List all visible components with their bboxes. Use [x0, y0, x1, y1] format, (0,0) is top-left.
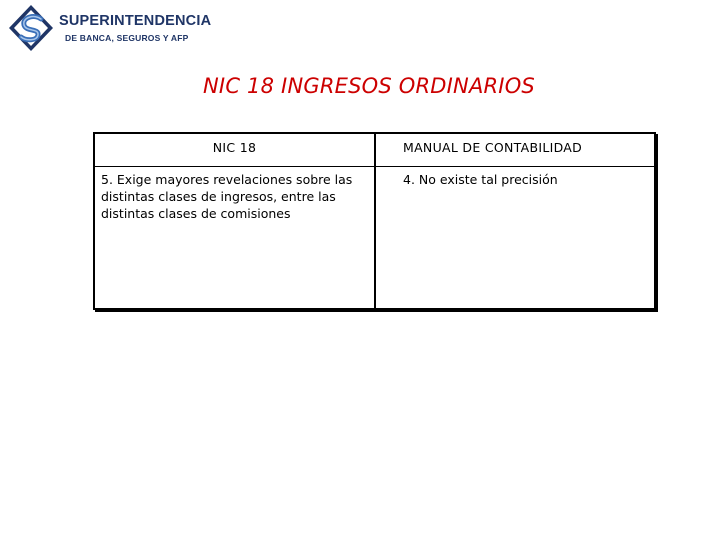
table-cell-nic18: 5. Exige mayores revelaciones sobre las distintas clases de ingresos, entre las distintas clases de comisiones	[101, 172, 353, 221]
logo	[8, 4, 212, 54]
comparison-table	[93, 132, 656, 310]
column-divider	[374, 134, 376, 308]
table-cell-manual: 4. No existe tal precisión	[403, 172, 558, 187]
logo-diamond-icon	[8, 4, 54, 52]
logo-subtitle: DE BANCA, SEGUROS Y AFP	[65, 33, 189, 43]
table-header-manual: MANUAL DE CONTABILIDAD	[403, 140, 583, 155]
header-divider	[95, 166, 654, 167]
page-title: NIC 18 INGRESOS ORDINARIOS	[203, 74, 535, 98]
table-header-nic18: NIC 18	[212, 140, 257, 155]
logo-title: SUPERINTENDENCIA	[59, 13, 212, 29]
